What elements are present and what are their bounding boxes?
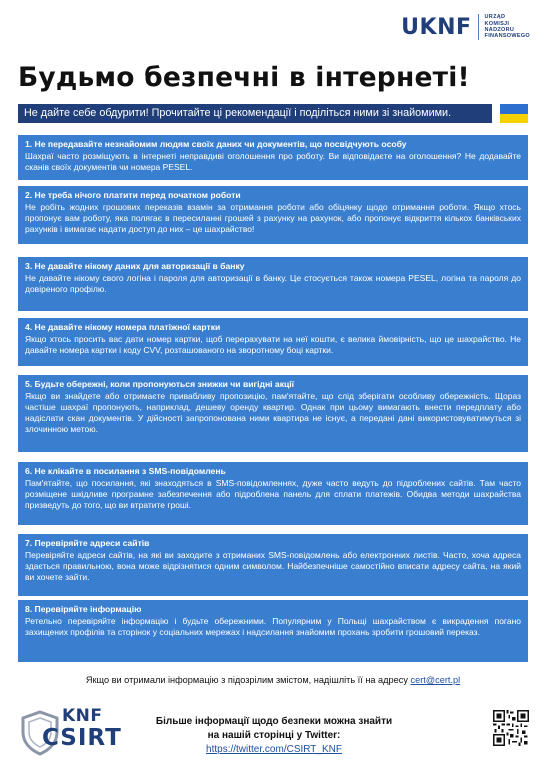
tip-card-3 [18,257,528,311]
subtitle-banner: Не дайте себе обдурити! Прочитайте ці рекомендації і поділіться ними зі знайомими. [18,104,492,123]
tip-card-7 [18,534,528,596]
tip-card-2 [18,186,528,244]
more-info-line-1: Більше інформації щодо безпеки можна знайти [155,716,393,727]
page-title: Будьмо безпечні в інтернеті! [18,62,470,93]
tip-text: Пам'ятайте, що посилання, які знаходяться в SMS-повідомленнях, дуже часто ведуть до підроблених сайтів. Там часто розміщене шкідливе програмне забезпечення або підроблена панель для сплати платежів. Обидва методи шахрайства призведуть до того, що ви втратите гроші. [25,478,521,511]
tip-heading: 3. Не давайте нікому даних для авторизації в банку [25,261,245,271]
tip-card-4 [18,318,528,366]
qr-code-icon[interactable] [493,710,529,746]
csirt-logo-top: KNF [62,706,103,726]
twitter-link[interactable]: https://twitter.com/CSIRT_KNF [206,744,342,755]
uknf-logo [401,14,530,40]
tip-heading: 6. Не клікайте в посилання з SMS-повідомлень [25,466,226,476]
knf-csirt-logo [20,704,132,756]
uknf-logo-mark: UKNF [401,14,472,40]
tip-heading: 8. Перевіряйте інформацію [25,604,142,614]
report-email-link[interactable]: cert@cert.pl [410,675,461,685]
more-info [150,715,398,757]
report-text: Якщо ви отримали інформацію з підозрілим змістом, надішліть її на адресу [85,675,411,685]
tip-text: Шахраї часто розміщують в інтернеті неправдиві оголошення про роботу. Ви відповідаєте на оголошення? Не додавайте сканів своїх документів чи номера PESEL. [25,151,521,173]
tip-heading: 7. Перевіряйте адреси сайтів [25,538,150,548]
tip-text: Ретельно перевіряйте інформацію і будьте обережними. Популярним у Польщі шахрайством є викрадення погано захищених профілів та сторінок у соціальних мережах і надсилання знайомим прохань зробити грошовий переказ. [25,616,521,638]
ukraine-flag-icon [500,104,528,123]
tip-text: Якщо хтось просить вас дати номер картки, щоб перерахувати на неї кошти, є велика ймовірність, що це шахрайство. Не давайте номера картки і коду CVV, розташованого на зворотному боці картки. [25,334,521,356]
uknf-logo-caption: URZĄD KOMISJI NADZORU FINANSOWEGO [484,14,530,40]
tip-text: Не давайте нікому свого логіна і пароля для авторизації в банку. Це стосується також номера PESEL, логіна та пароля до довіреного профілю. [25,273,521,295]
tip-heading: 1. Не передавайте незнайомим людям своїх даних чи документів, що посвідчують особу [25,139,407,149]
tip-card-8 [18,600,528,662]
tip-text: Не робіть жодних грошових переказів взамін за отримання роботи або обіцянку щодо отримання роботи. Якщо хтось пропонує вам роботу, яка полягає в пересиланні грошей з рахунку на рахунок, або пропонує відкриття кількох банківських рахунків і вимагає надати доступ до них – це шахрайство! [25,202,521,235]
tip-card-6 [18,462,528,525]
tip-text: Якщо ви знайдете або отримаєте привабливу пропозицію, пам'ятайте, що слід зберігати особливу обережність. Щораз частіше шахраї пропонують, наприклад, дешеву оренду квартир. Однак при цьому вимагають внести передплату або надіслати скан документів. У дійсності запропонована ними квартира не існує, а передані дані використовуватимуться зі злочинною метою. [25,391,521,435]
csirt-logo-bottom: CSIRT [42,725,122,751]
tip-heading: 4. Не давайте нікому номера платіжної картки [25,322,221,332]
logo-divider [478,14,479,40]
tip-card-1 [18,135,528,180]
more-info-line-2: на нашій сторінці у Twitter: [207,730,341,741]
tip-card-5 [18,375,528,452]
tip-heading: 5. Будьте обережні, коли пропонуються знижки чи вигідні акції [25,379,295,389]
tip-heading: 2. Не треба нічого платити перед початком роботи [25,190,241,200]
tip-text: Перевіряйте адреси сайтів, на які ви заходите з отриманих SMS-повідомлень або електронних листів. Часто, хоча адреса здається правильною, вона може відрізнятися одним символом. Найбезпечніше самостійно вписати адресу сайта, на який ви хочете зайти. [25,550,521,583]
report-notice [0,675,546,685]
